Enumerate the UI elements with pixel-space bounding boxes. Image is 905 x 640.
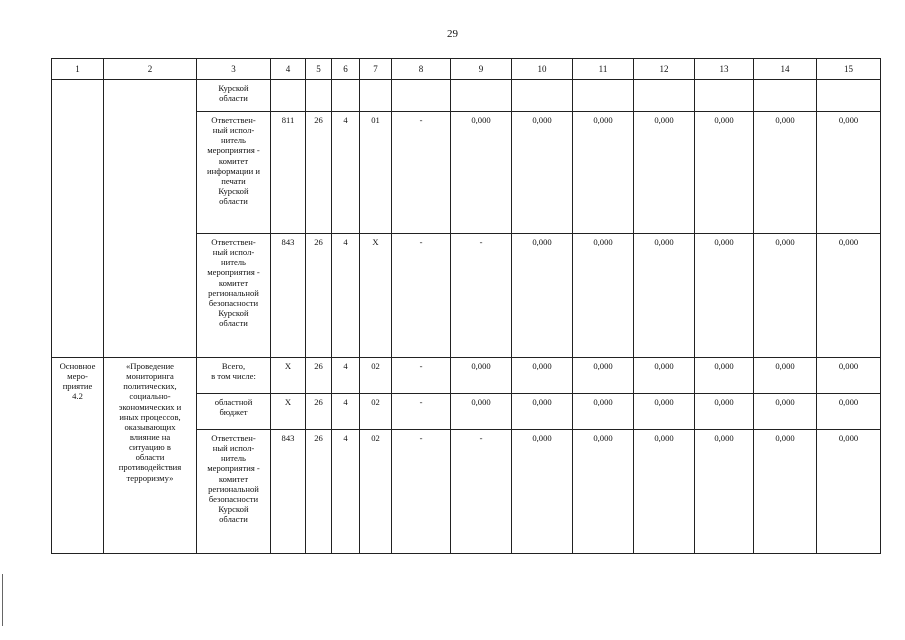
table-row	[52, 80, 881, 112]
cell: 0,000	[754, 112, 817, 234]
col-header: 13	[695, 59, 754, 80]
header-row	[52, 59, 881, 80]
cell: 0,000	[573, 234, 634, 358]
cell: 0,000	[695, 394, 754, 430]
cell: 0,000	[634, 430, 695, 554]
col-header: 5	[306, 59, 332, 80]
col-header: 10	[512, 59, 573, 80]
cell: 4	[332, 234, 360, 358]
cell-event-number: Основное меро- приятие 4.2	[52, 358, 104, 554]
cell: 26	[306, 430, 332, 554]
cell: 0,000	[451, 394, 512, 430]
cell: 0,000	[512, 430, 573, 554]
margin-mark	[2, 574, 3, 626]
cell: 02	[360, 430, 392, 554]
cell: 0,000	[754, 234, 817, 358]
cell	[392, 80, 451, 112]
col-header: 6	[332, 59, 360, 80]
cell: Х	[360, 234, 392, 358]
cell: 0,000	[754, 394, 817, 430]
cell-event-name	[104, 80, 197, 358]
col-header: 15	[817, 59, 881, 80]
col-header: 12	[634, 59, 695, 80]
cell: 0,000	[512, 112, 573, 234]
cell: 01	[360, 112, 392, 234]
cell: 4	[332, 358, 360, 394]
cell	[451, 80, 512, 112]
cell: 02	[360, 394, 392, 430]
cell-executor: Курской области	[197, 80, 271, 112]
table-row	[52, 358, 881, 394]
cell: 4	[332, 394, 360, 430]
col-header: 2	[104, 59, 197, 80]
cell: -	[392, 358, 451, 394]
col-header: 9	[451, 59, 512, 80]
cell: 02	[360, 358, 392, 394]
cell: 0,000	[512, 234, 573, 358]
cell	[634, 80, 695, 112]
col-header: 11	[573, 59, 634, 80]
cell: 0,000	[695, 234, 754, 358]
cell: 0,000	[634, 358, 695, 394]
cell: 26	[306, 394, 332, 430]
cell: 0,000	[573, 430, 634, 554]
page-number: 29	[447, 28, 458, 40]
cell	[271, 80, 306, 112]
cell-executor: Ответствен- ный испол- нитель мероприятия - комитет информации и печати Курской области	[197, 112, 271, 234]
cell: 843	[271, 234, 306, 358]
cell: 0,000	[695, 358, 754, 394]
cell: 0,000	[512, 394, 573, 430]
cell: 0,000	[573, 112, 634, 234]
cell-executor: областной бюджет	[197, 394, 271, 430]
cell	[332, 80, 360, 112]
cell: 0,000	[634, 234, 695, 358]
cell: 0,000	[634, 112, 695, 234]
cell: -	[392, 430, 451, 554]
cell-executor: Ответствен- ный испол- нитель мероприятия - комитет региональной безопасности Курской области	[197, 234, 271, 358]
cell: 0,000	[573, 358, 634, 394]
cell-event-number	[52, 80, 104, 358]
col-header: 1	[52, 59, 104, 80]
cell-executor: Всего, в том числе:	[197, 358, 271, 394]
cell: 0,000	[634, 394, 695, 430]
cell: -	[392, 394, 451, 430]
cell: 4	[332, 112, 360, 234]
cell-event-name: «Проведение мониторинга политических, социально- экономических и иных процессов, оказывающих влияние на ситуацию в области противодействия терроризму»	[104, 358, 197, 554]
cell	[754, 80, 817, 112]
col-header: 14	[754, 59, 817, 80]
col-header: 4	[271, 59, 306, 80]
cell: -	[392, 112, 451, 234]
cell	[306, 80, 332, 112]
cell-executor: Ответствен- ный испол- нитель мероприятия - комитет региональной безопасности Курской области	[197, 430, 271, 554]
cell: Х	[271, 394, 306, 430]
budget-table	[51, 58, 881, 554]
cell: 0,000	[817, 234, 881, 358]
cell: -	[392, 234, 451, 358]
cell: 0,000	[817, 112, 881, 234]
cell: 0,000	[451, 358, 512, 394]
col-header: 8	[392, 59, 451, 80]
cell: 843	[271, 430, 306, 554]
cell: 0,000	[451, 112, 512, 234]
cell: 0,000	[817, 430, 881, 554]
cell: 26	[306, 358, 332, 394]
cell: 0,000	[754, 358, 817, 394]
col-header: 7	[360, 59, 392, 80]
cell: 0,000	[573, 394, 634, 430]
cell: -	[451, 234, 512, 358]
cell: 4	[332, 430, 360, 554]
cell: 811	[271, 112, 306, 234]
cell: 0,000	[512, 358, 573, 394]
cell: 0,000	[695, 112, 754, 234]
cell: 26	[306, 234, 332, 358]
cell: 0,000	[695, 430, 754, 554]
cell: 0,000	[817, 358, 881, 394]
cell: -	[451, 430, 512, 554]
cell: 0,000	[817, 394, 881, 430]
cell	[573, 80, 634, 112]
cell: 26	[306, 112, 332, 234]
cell	[512, 80, 573, 112]
col-header: 3	[197, 59, 271, 80]
cell	[360, 80, 392, 112]
cell	[817, 80, 881, 112]
cell: 0,000	[754, 430, 817, 554]
cell: Х	[271, 358, 306, 394]
cell	[695, 80, 754, 112]
